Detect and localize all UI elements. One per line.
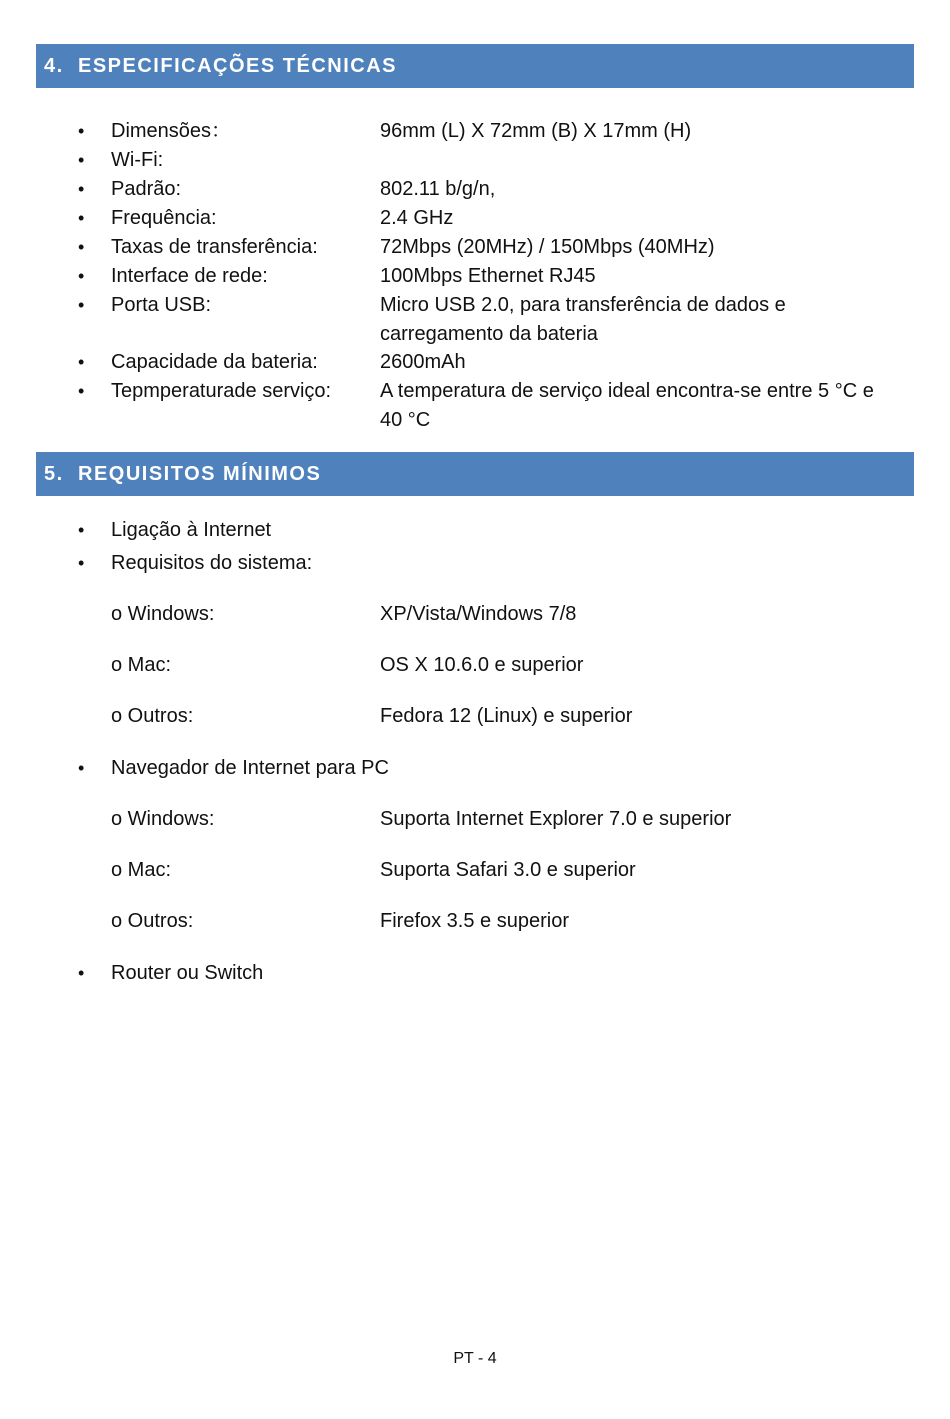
spec-value: 2.4 GHz	[380, 207, 454, 229]
bullet: •	[78, 295, 85, 315]
spec-value: 72Mbps (20MHz) / 150Mbps (40MHz)	[380, 236, 715, 258]
spec-label: Taxas de transferência:	[111, 236, 318, 258]
bullet: •	[78, 237, 85, 257]
os-value: XP/Vista/Windows 7/8	[380, 603, 577, 625]
section-title: ESPECIFICAÇÕES TÉCNICAS	[78, 55, 397, 77]
section-number: 4.	[44, 55, 64, 77]
browser-value: Suporta Safari 3.0 e superior	[380, 859, 636, 881]
bullet: •	[78, 758, 85, 778]
browser-value: Suporta Internet Explorer 7.0 e superior	[380, 808, 732, 830]
bullet: •	[78, 150, 85, 170]
os-label: o Windows:	[111, 603, 215, 625]
section-header-requirements	[36, 452, 914, 496]
bullet: •	[78, 208, 85, 228]
requirement-label: Navegador de Internet para PC	[111, 757, 389, 779]
os-value: OS X 10.6.0 e superior	[380, 654, 584, 676]
requirement-label: Ligação à Internet	[111, 519, 272, 541]
requirement-label: Router ou Switch	[111, 962, 264, 984]
requirement-label: Requisitos do sistema:	[111, 552, 313, 574]
spec-value: 802.11 b/g/n,	[380, 178, 496, 200]
os-label: o Mac:	[111, 859, 172, 881]
spec-label: Tepmperaturade serviço:	[111, 380, 332, 402]
section-title: REQUISITOS MÍNIMOS	[78, 463, 322, 485]
os-label: o Outros:	[111, 910, 194, 932]
spec-label: Frequência:	[111, 207, 217, 229]
bullet: •	[78, 352, 85, 372]
os-label: o Mac:	[111, 654, 172, 676]
spec-label: Interface de rede:	[111, 265, 268, 287]
bullet: •	[78, 963, 85, 983]
spec-value: 100Mbps Ethernet RJ45	[380, 265, 596, 287]
spec-label: Dimensões：	[111, 120, 232, 142]
bullet: •	[78, 520, 85, 540]
browser-value: Firefox 3.5 e superior	[380, 910, 569, 932]
os-label: o Windows:	[111, 808, 215, 830]
spec-value: Micro USB 2.0, para transferência de dados e carregamento da bateria	[380, 294, 786, 345]
page-number: PT - 4	[453, 1350, 497, 1367]
spec-value: A temperatura de serviço ideal encontra-se entre 5 °C e 40 °C	[380, 380, 874, 431]
spec-label: Capacidade da bateria:	[111, 351, 318, 373]
spec-value: 96mm (L) X 72mm (B) X 17mm (H)	[380, 120, 692, 142]
bullet: •	[78, 266, 85, 286]
section-header-specs	[36, 44, 914, 88]
spec-value: 2600mAh	[380, 351, 466, 373]
spec-label: Porta USB:	[111, 294, 212, 316]
spec-label: Wi-Fi:	[111, 149, 164, 171]
bullet: •	[78, 553, 85, 573]
spec-label: Padrão:	[111, 178, 182, 200]
os-value: Fedora 12 (Linux) e superior	[380, 705, 633, 727]
bullet: •	[78, 121, 85, 141]
os-label: o Outros:	[111, 705, 194, 727]
bullet: •	[78, 179, 85, 199]
bullet: •	[78, 381, 85, 401]
section-number: 5.	[44, 463, 64, 485]
